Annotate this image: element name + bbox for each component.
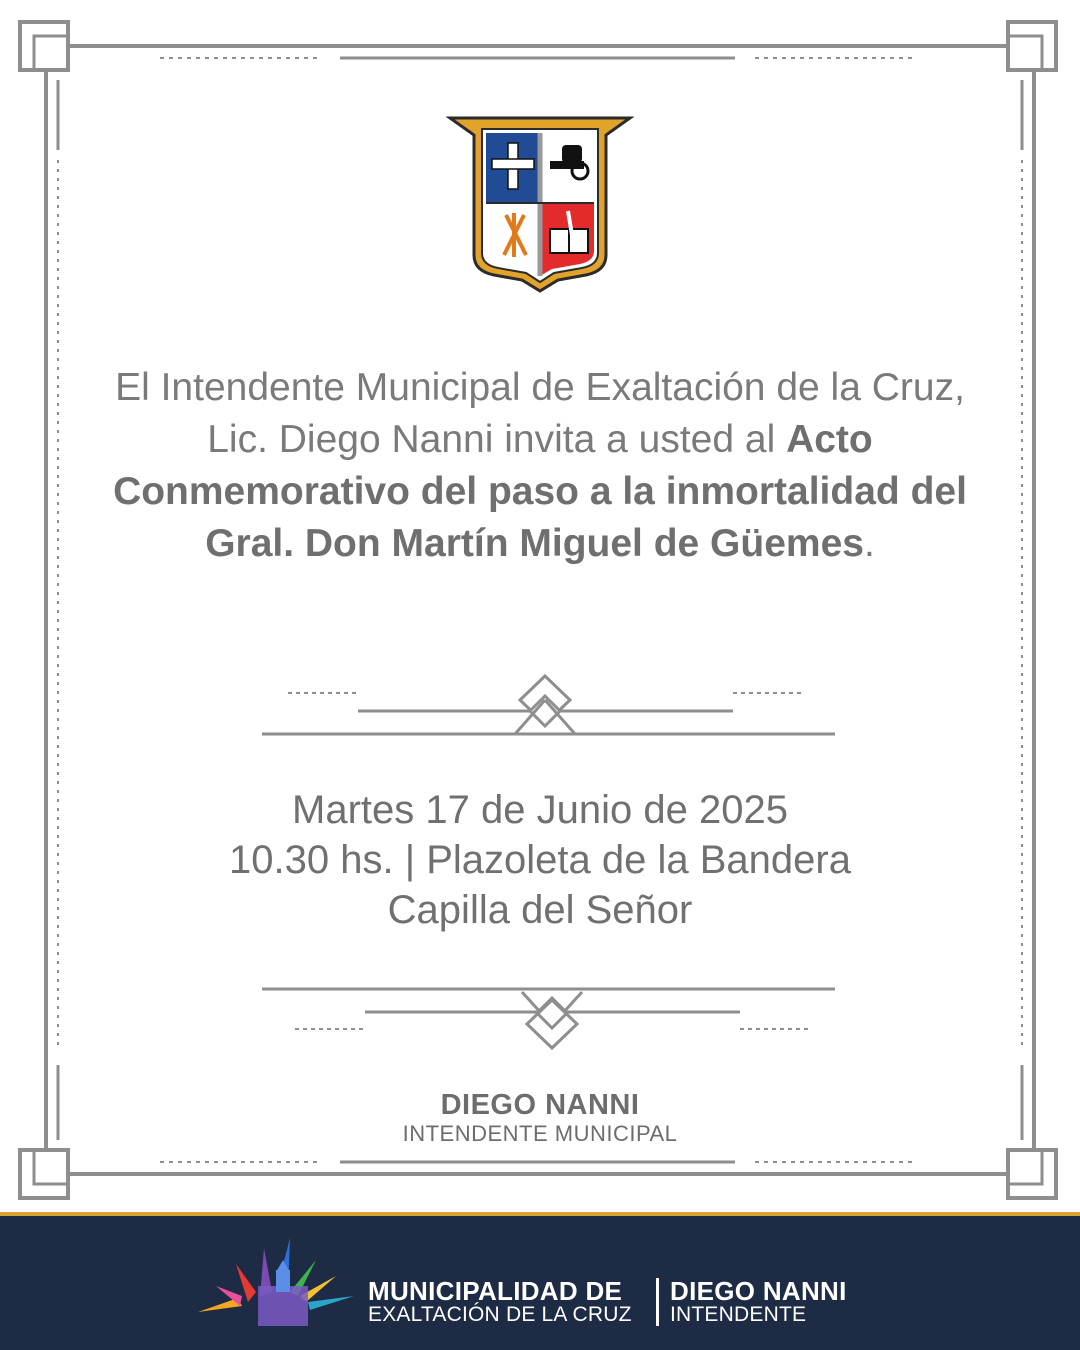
signature — [300, 1088, 780, 1146]
event-details — [80, 785, 1000, 935]
footer-separator — [656, 1278, 659, 1326]
event-name: Acto Conmemorativo del paso a la inmortalidad del Gral. Don Martín Miguel de Güemes — [113, 418, 967, 565]
footer-muni-line1: MUNICIPALIDAD DE — [368, 1276, 623, 1306]
signature-title: INTENDENTE MUNICIPAL — [402, 1121, 678, 1146]
invitation-ending: . — [863, 522, 875, 565]
footer-mayor — [670, 1278, 847, 1326]
municipality-logo-icon — [198, 1236, 354, 1336]
event-location: Capilla del Señor — [387, 888, 693, 932]
divider-top — [262, 676, 835, 734]
footer-municipality — [368, 1278, 632, 1326]
event-time-place: 10.30 hs. | Plazoleta de la Bandera — [229, 838, 851, 882]
signature-name: DIEGO NANNI — [440, 1089, 640, 1121]
invitation-text — [80, 362, 1000, 570]
coat-of-arms-icon — [446, 115, 634, 293]
event-date: Martes 17 de Junio de 2025 — [292, 788, 788, 832]
footer-bar — [0, 1212, 1080, 1350]
footer-mayor-title: INTENDENTE — [670, 1303, 807, 1326]
divider-bottom — [262, 989, 835, 1048]
footer-muni-line2: EXALTACIÓN DE LA CRUZ — [368, 1303, 632, 1326]
invitation-intro: El Intendente Municipal de Exaltación de la Cruz, Lic. Diego Nanni invita a usted al — [115, 366, 965, 461]
footer-mayor-name: DIEGO NANNI — [670, 1276, 847, 1306]
